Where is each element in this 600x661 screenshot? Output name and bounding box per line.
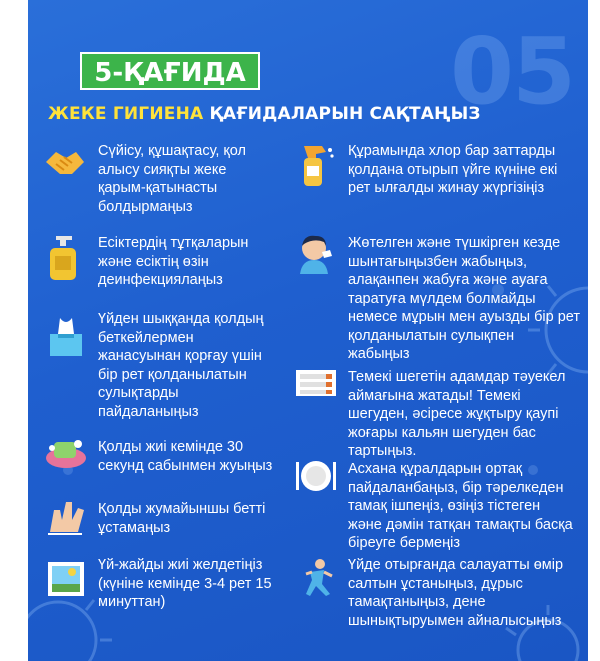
rule-text-left-4: Қолды жиі кемінде 30 секунд сабынмен жуыңыз bbox=[98, 439, 273, 474]
window-icon bbox=[46, 560, 86, 598]
plate-cutlery-icon bbox=[294, 458, 338, 494]
rule-badge: 5-ҚАҒИДА bbox=[80, 52, 260, 90]
rule-text-right-1: Құрамында хлор бар заттарды қолдана отырып үйге күніне екі рет ылғалды жинау жүргізіңіз bbox=[348, 143, 558, 196]
rule-text-right-5: Үйде отырғанда салауатты өмір салтын ұстаныңыз, дұрыс тамақтаныңыз, дене шынықтыруымен айналысыңыз bbox=[348, 557, 564, 629]
hygiene-poster bbox=[28, 0, 588, 661]
soap-dispenser-icon bbox=[46, 234, 82, 282]
handshake-icon bbox=[42, 142, 86, 182]
runner-icon bbox=[296, 558, 336, 598]
rule-text-left-3: Үйден шыққанда қолдың беткейлермен жанасуынан қорғау үшін бір рет қолданылатын сулықтарды пайдаланыңыз bbox=[98, 311, 264, 420]
rule-number-watermark: 05 bbox=[449, 18, 574, 125]
rule-text-left-6: Үй-жайды жиі желдетіңіз (күніне кемінде 3-4 рет 15 минуттан) bbox=[98, 557, 272, 610]
rule-text-left-2: Есіктердің тұтқаларын және есіктің өзін деинфекциялаңыз bbox=[98, 235, 249, 288]
poster-heading bbox=[48, 104, 481, 124]
rule-text-right-3: Темекі шегетін адамдар тәуекел аймағына жатады! Темекі шегуден, әсіресе жұқтыру қаупі жоғары кальян шегуден бас тартыңыз. bbox=[348, 369, 566, 459]
tissue-box-icon bbox=[46, 316, 86, 360]
heading-rest: ҚАҒИДАЛАРЫН САҚТАҢЫЗ bbox=[203, 104, 481, 124]
rule-text-left-1: Сүйісу, құшақтасу, қол алысу сияқты жеке қарым-қатынасты болдырмаңыз bbox=[98, 143, 246, 215]
rule-text-right-2: Жөтелген және түшкірген кезде шынтағыңызбен жабыңыз, алақанпен жабуға және ауаға таратуға мүлдем болмайды немесе мұрын мен ауызды бір рет қолданылатын сулықпен жабыңыз bbox=[348, 235, 580, 362]
coughing-person-icon bbox=[294, 230, 338, 274]
rule-text-left-5: Қолды жумайыншы бетті ұстамаңыз bbox=[98, 501, 266, 536]
rule-text-right-4: Асхана құралдарын ортақ пайдаланбаңыз, бір тәрелкеден тамақ ішпеңіз, өзіңіз тістеген және дәмін татқан тамақты басқа біреуге бермеңіз bbox=[348, 461, 573, 551]
spray-bottle-icon bbox=[296, 142, 336, 188]
heading-accent: ЖЕКЕ ГИГИЕНА bbox=[48, 104, 204, 124]
soap-bar-icon bbox=[44, 436, 88, 472]
cigarettes-icon bbox=[294, 364, 338, 400]
hand-touch-icon bbox=[44, 496, 88, 536]
